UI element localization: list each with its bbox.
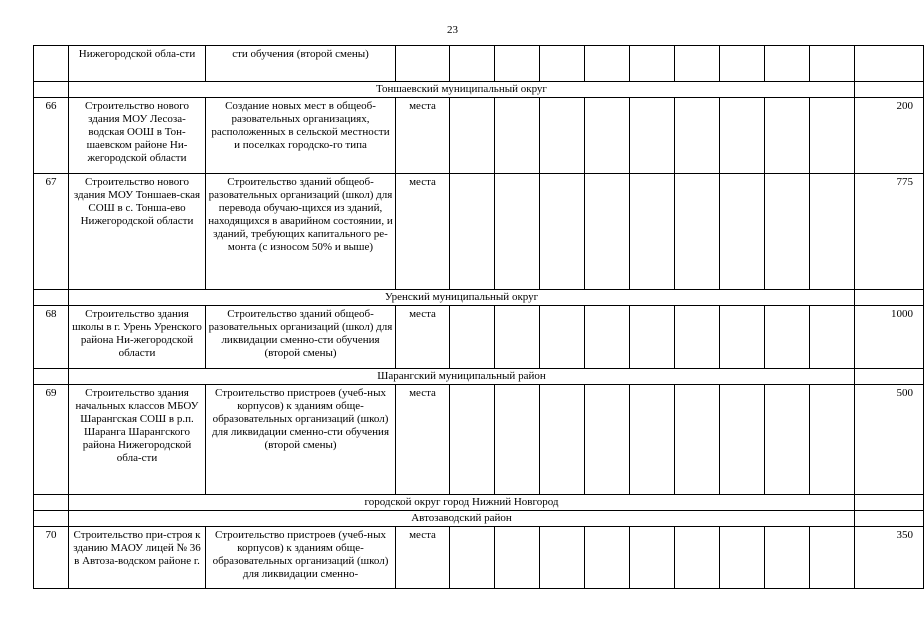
object-description: Строительство зданий общеоб-разовательных организаций (школ) для перевода обучаю-щихся из зданий, находящихся в аварийном состоянии, и зданий, требующих капитального ре-монта (с износом 50% и выше) xyxy=(206,174,396,290)
empty-cell xyxy=(720,174,765,290)
capacity-value: 350 xyxy=(855,527,924,589)
empty-cell xyxy=(630,98,675,174)
object-name: Нижегородской обла-сти xyxy=(69,46,206,82)
object-description: Строительство зданий общеоб-разовательных организаций (школ) для ликвидации сменно-сти обучения (второй смены) xyxy=(206,306,396,369)
table-row xyxy=(34,46,924,82)
row-number: 66 xyxy=(34,98,69,174)
capacity-value: 775 xyxy=(855,174,924,290)
empty-cell xyxy=(765,385,810,495)
empty-cell xyxy=(450,527,495,589)
empty-cell xyxy=(810,385,855,495)
empty-cell xyxy=(585,306,630,369)
capacity-value: 500 xyxy=(855,385,924,495)
object-name: Строительство при-строя к зданию МАОУ лицей № 36 в Автоза-водском районе г. xyxy=(69,527,206,589)
object-description: Строительство пристроев (учеб-ных корпусов) к зданиям обще-образовательных организаций (школ) для ликвидации сменно-сти обучения (второй смены) xyxy=(206,385,396,495)
object-name: Строительство нового здания МОУ Лесоза-водская ООШ в Тон-шаевском районе Ни-жегородской области xyxy=(69,98,206,174)
table-row xyxy=(34,98,924,174)
table-row xyxy=(34,174,924,290)
row-number xyxy=(34,46,69,82)
empty-cell xyxy=(450,174,495,290)
empty-cell xyxy=(540,527,585,589)
empty-cell xyxy=(450,98,495,174)
empty-cell xyxy=(765,98,810,174)
section-spacer xyxy=(34,495,69,511)
empty-cell xyxy=(495,98,540,174)
empty-cell xyxy=(450,306,495,369)
empty-cell xyxy=(675,385,720,495)
table-row xyxy=(34,527,924,589)
section-label: Уренский муниципальный округ xyxy=(69,290,855,306)
empty-cell xyxy=(495,306,540,369)
empty-cell xyxy=(495,46,540,82)
section-spacer xyxy=(34,82,69,98)
empty-cell xyxy=(540,174,585,290)
section-spacer xyxy=(855,82,924,98)
empty-cell xyxy=(810,174,855,290)
empty-cell xyxy=(810,306,855,369)
section-row-nnovgorod xyxy=(34,495,924,511)
empty-cell xyxy=(720,46,765,82)
capacity-value: 1000 xyxy=(855,306,924,369)
empty-cell xyxy=(720,306,765,369)
empty-cell xyxy=(630,306,675,369)
object-name: Строительство здания школы в г. Урень Уренского района Ни-жегородской области xyxy=(69,306,206,369)
object-name: Строительство здания начальных классов МБОУ Шарангская СОШ в р.п. Шаранга Шарангского района Нижегородской обла-сти xyxy=(69,385,206,495)
empty-cell xyxy=(585,527,630,589)
table-body xyxy=(34,46,924,589)
page-number: 23 xyxy=(447,24,458,36)
empty-cell xyxy=(585,46,630,82)
empty-cell xyxy=(675,98,720,174)
empty-cell xyxy=(810,98,855,174)
empty-cell xyxy=(585,174,630,290)
object-description: Создание новых мест в общеоб-разовательных организациях, расположенных в сельской местности и поселках городско-го типа xyxy=(206,98,396,174)
empty-cell xyxy=(540,385,585,495)
section-label: Тоншаевский муниципальный округ xyxy=(69,82,855,98)
empty-cell xyxy=(630,527,675,589)
section-spacer xyxy=(34,290,69,306)
section-spacer xyxy=(855,495,924,511)
section-spacer xyxy=(855,511,924,527)
empty-cell xyxy=(540,306,585,369)
row-number: 67 xyxy=(34,174,69,290)
empty-cell xyxy=(675,527,720,589)
unit: места xyxy=(396,385,450,495)
empty-cell xyxy=(585,98,630,174)
section-spacer xyxy=(34,369,69,385)
row-number: 69 xyxy=(34,385,69,495)
section-spacer xyxy=(34,511,69,527)
empty-cell xyxy=(630,46,675,82)
empty-cell xyxy=(765,46,810,82)
table-row xyxy=(34,385,924,495)
empty-cell xyxy=(765,527,810,589)
empty-cell xyxy=(675,46,720,82)
section-row-urensky xyxy=(34,290,924,306)
capacity-value xyxy=(855,46,924,82)
empty-cell xyxy=(720,98,765,174)
unit: места xyxy=(396,306,450,369)
empty-cell xyxy=(810,46,855,82)
unit xyxy=(396,46,450,82)
empty-cell xyxy=(810,527,855,589)
object-description: сти обучения (второй смены) xyxy=(206,46,396,82)
empty-cell xyxy=(585,385,630,495)
section-label: городской округ город Нижний Новгород xyxy=(69,495,855,511)
row-number: 68 xyxy=(34,306,69,369)
object-description: Строительство пристроев (учеб-ных корпусов) к зданиям обще-образовательных организаций (школ) для ликвидации сменно- xyxy=(206,527,396,589)
empty-cell xyxy=(675,174,720,290)
investment-table xyxy=(33,45,924,589)
capacity-value: 200 xyxy=(855,98,924,174)
empty-cell xyxy=(765,174,810,290)
empty-cell xyxy=(495,385,540,495)
unit: места xyxy=(396,527,450,589)
unit: места xyxy=(396,98,450,174)
section-spacer xyxy=(855,290,924,306)
empty-cell xyxy=(630,174,675,290)
object-name: Строительство нового здания МОУ Тоншаев-ская СОШ в с. Тонша-ево Нижегородской области xyxy=(69,174,206,290)
table-row xyxy=(34,306,924,369)
section-spacer xyxy=(855,369,924,385)
section-row-avtozavodsky xyxy=(34,511,924,527)
empty-cell xyxy=(540,98,585,174)
empty-cell xyxy=(720,527,765,589)
section-label: Автозаводский район xyxy=(69,511,855,527)
empty-cell xyxy=(540,46,585,82)
section-row-tonshaevsky xyxy=(34,82,924,98)
empty-cell xyxy=(675,306,720,369)
empty-cell xyxy=(720,385,765,495)
section-label: Шарангский муниципальный район xyxy=(69,369,855,385)
empty-cell xyxy=(450,46,495,82)
row-number: 70 xyxy=(34,527,69,589)
empty-cell xyxy=(450,385,495,495)
unit: места xyxy=(396,174,450,290)
empty-cell xyxy=(495,527,540,589)
empty-cell xyxy=(495,174,540,290)
empty-cell xyxy=(630,385,675,495)
section-row-sharangsky xyxy=(34,369,924,385)
empty-cell xyxy=(765,306,810,369)
